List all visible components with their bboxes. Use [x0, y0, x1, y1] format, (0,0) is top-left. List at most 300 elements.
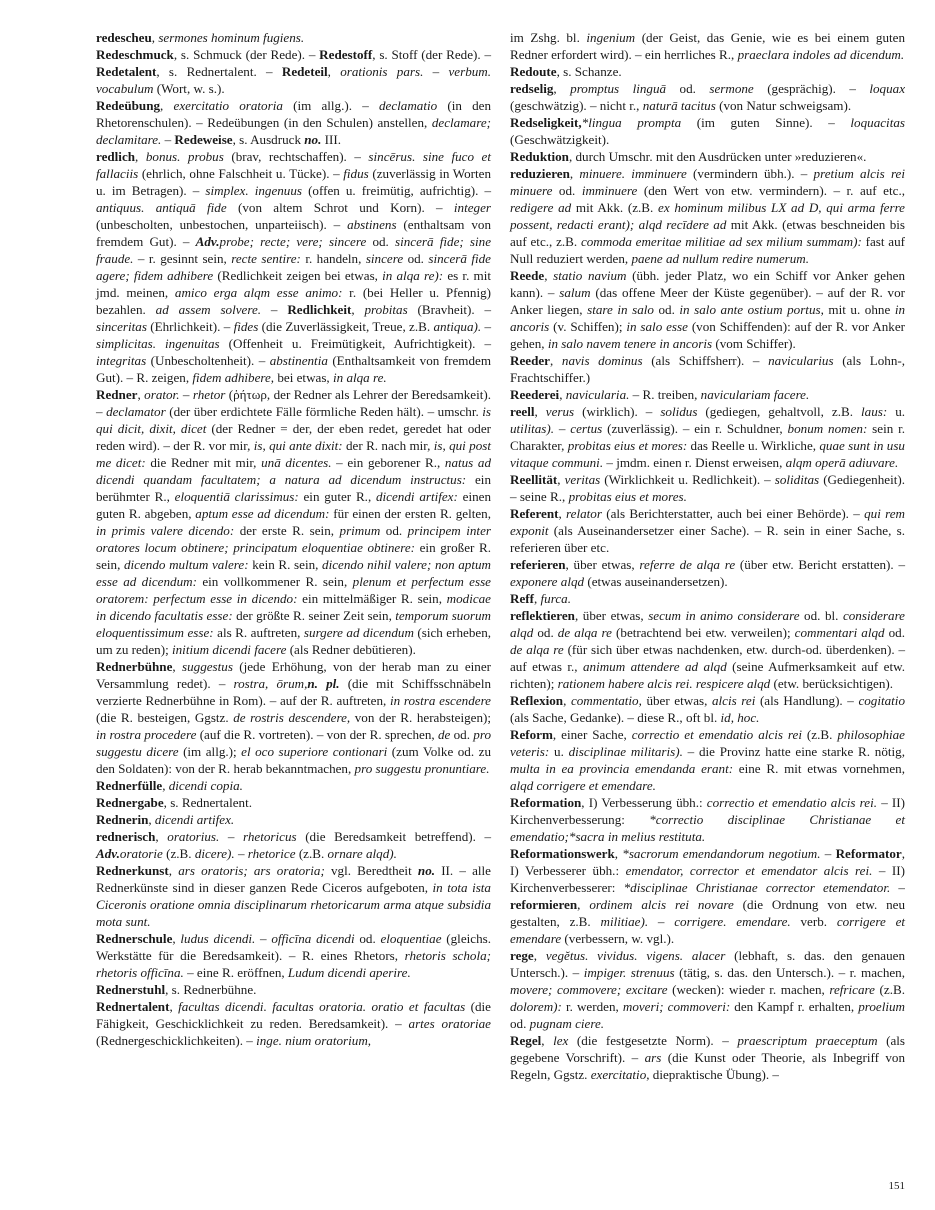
- entry-abbreviation: Adv.: [96, 846, 120, 861]
- entry-latin-text: alqm operā adiuvare.: [785, 455, 899, 470]
- entry-text: ein großer R. sein,: [96, 540, 491, 572]
- entry-latin-text: eloquentiae: [380, 931, 442, 946]
- entry-latin-text: sincerā fide; sine fraude.: [96, 234, 492, 266]
- entry-latin-text: multa in ea provincia emendanda erant:: [510, 761, 734, 776]
- entry-headword: redselig: [510, 81, 554, 96]
- entry-text: (wirklich). –: [574, 404, 661, 419]
- entry-text: (als Redner debütieren).: [286, 642, 416, 657]
- entry-text: III.: [321, 132, 342, 147]
- entry-latin-text: declamatio: [378, 98, 438, 113]
- entry-headword: Rednergabe: [96, 795, 164, 810]
- entry-text: , I) Verbesserer übh.:: [510, 846, 906, 878]
- entry-latin-text: recte sentire:: [231, 251, 301, 266]
- entry-text: r. (bei Heller u. Pfennig) bezahlen.: [96, 285, 491, 317]
- dictionary-entry: [510, 165, 905, 267]
- dictionary-entry: [96, 862, 491, 930]
- entry-latin-text: abstinentia: [269, 353, 328, 368]
- entry-latin-text: commentari alqd: [794, 625, 885, 640]
- entry-latin-text: *lingua prompta: [581, 115, 682, 130]
- entry-latin-text: impiger. strenuus: [583, 965, 675, 980]
- entry-latin-text: ex hominum milibus LX ad D, qui arma ferre possent, redacti erant); alqd recīdere ad: [510, 200, 905, 232]
- entry-text: bei etwas,: [274, 370, 333, 385]
- entry-latin-text: salum: [559, 285, 591, 300]
- entry-latin-text: rationem habere alcis rei. respicere alqd: [557, 676, 771, 691]
- entry-text: ,: [168, 863, 179, 878]
- entry-latin-text: laus:: [861, 404, 888, 419]
- entry-latin-text: abstinens: [347, 217, 397, 232]
- entry-text: ,: [544, 268, 554, 283]
- entry-latin-text: de rostris descendere,: [233, 710, 351, 725]
- entry-text: mit Akk. (z.B.: [571, 200, 659, 215]
- entry-text: diepraktische Übung). –: [649, 1067, 779, 1082]
- entry-text: ,: [148, 812, 155, 827]
- entry-latin-text: praeclara indoles ad dicendum.: [737, 47, 905, 62]
- entry-text: vgl. Beredtheit: [324, 863, 418, 878]
- entry-text: (ῥήτωρ, der Redner als Lehrer der Beredsamkeit). –: [96, 387, 492, 419]
- dictionary-entry: [510, 794, 905, 845]
- entry-text: (den Wert von etw. vermindern). – r. auf etc.,: [637, 183, 905, 198]
- entry-latin-text: secum in animo considerare: [648, 608, 800, 623]
- entry-latin-text: loquacitas: [850, 115, 905, 130]
- entry-text: (die R. besteigen, Ggstz.: [96, 710, 234, 725]
- entry-latin-text: pro suggestu pronuntiare.: [354, 761, 490, 776]
- entry-latin-text: artes oratoriae: [408, 1016, 491, 1031]
- entry-latin-text: ornare alqd).: [327, 846, 397, 861]
- entry-text: ,: [558, 506, 567, 521]
- entry-text: , s. Stoff (der Rede). –: [372, 47, 492, 62]
- entry-latin-text: moveri; commoveri:: [622, 999, 731, 1014]
- entry-text: (von altem Schrot und Korn). –: [226, 200, 454, 215]
- dictionary-entry: [96, 794, 491, 811]
- entry-text: od.: [403, 251, 429, 266]
- entry-latin-text: praescriptum praeceptum: [737, 1033, 878, 1048]
- entry-text: –: [161, 132, 175, 147]
- dictionary-entry: [96, 29, 491, 46]
- entry-text: , über etwas,: [565, 557, 640, 572]
- entry-abbreviation: Adv.: [195, 234, 220, 249]
- entry-text: (für sich über etwas nachdenken, etw. durch-od. überdenken). – auf etwas r.,: [510, 642, 905, 674]
- entry-text: ,: [614, 846, 623, 861]
- entry-text: ,: [327, 64, 341, 79]
- entry-latin-text: simplex. ingenuus: [205, 183, 302, 198]
- entry-text: im Zshg. bl.: [510, 30, 587, 45]
- entry-text: als R. auftreten,: [213, 625, 304, 640]
- entry-latin-text: utilitas).: [510, 421, 555, 436]
- entry-text: ein berühmter R.,: [96, 472, 491, 504]
- entry-latin-text: plenum et perfectum esse oratorem: perfectum esse in dicendo:: [96, 574, 491, 606]
- entry-headword: Rednerkunst: [96, 863, 169, 878]
- entry-text: –: [255, 931, 272, 946]
- entry-text: , s. Rednertalent.: [163, 795, 253, 810]
- entry-latin-text: commoda emeritae militiae ad sex milium summam):: [580, 234, 862, 249]
- entry-latin-text: vegĕtus. vividus. vigens. alacer: [545, 948, 726, 963]
- entry-latin-text: oratorie: [119, 846, 163, 861]
- entry-text: (von Schiffenden): auf der R. vor Anker gehen,: [510, 319, 905, 351]
- entry-text: (enthaltsam von fremdem Gut). –: [96, 217, 491, 249]
- entry-text: der größte R. seiner Zeit sein,: [232, 608, 396, 623]
- entry-text: (Wort, w. s.).: [153, 81, 225, 96]
- entry-latin-text: in primis valere dicendo:: [96, 523, 235, 538]
- entry-text: (Wirklichkeit u. Redlichkeit). –: [600, 472, 775, 487]
- entry-headword: Reellität: [510, 472, 558, 487]
- entry-latin-text: probitas: [364, 302, 408, 317]
- entry-text: (lebhaft, s. das. den genauen Untersch.). –: [510, 948, 905, 980]
- entry-text: (sich erheben, um zu reden);: [96, 625, 492, 657]
- entry-text: (die Beredsamkeit betreffend). –: [296, 829, 492, 844]
- entry-text: – die Provinz hatte eine starke R. nötig,: [682, 744, 905, 759]
- entry-text: (in den Rhetorenschulen). – Redeübungen (in den Schulen) anstellen,: [96, 98, 492, 130]
- entry-text: u.: [549, 744, 569, 759]
- entry-latin-text: dicere).: [194, 846, 235, 861]
- entry-text: von der R. herabsteigen);: [350, 710, 492, 725]
- entry-latin-text: sermone: [709, 81, 754, 96]
- dictionary-entry: [96, 981, 491, 998]
- entry-text: (als Berichterstatter, auch bei einer Behörde). –: [601, 506, 865, 521]
- entry-text: (etw. berücksichtigen).: [770, 676, 894, 691]
- entry-headword: Redeübung: [96, 98, 161, 113]
- entry-text: (im allg.). –: [282, 98, 379, 113]
- entry-text: (Redlichkeit zeigen bei etwas,: [213, 268, 383, 283]
- entry-latin-text: navicularia.: [565, 387, 630, 402]
- entry-text: (übh. jeder Platz, wo ein Schiff vor Anker gehen kann). –: [510, 268, 906, 300]
- entry-latin-text: sincerā fide agere; fidem adhibere: [96, 251, 491, 283]
- entry-latin-text: dicendi copia.: [168, 778, 243, 793]
- entry-latin-text: exponere alqd: [510, 574, 585, 589]
- dictionary-entry: [96, 97, 491, 148]
- dictionary-entry: [96, 998, 491, 1049]
- entry-text: (Unbescholtenheit). –: [146, 353, 270, 368]
- entry-text: (zuverlässig in Worten u. im Betragen). –: [96, 166, 492, 198]
- entry-text: ,: [172, 931, 181, 946]
- entry-latin-text: principem inter oratores locum obtinere; principatum eloquentiae obtinere:: [96, 523, 491, 555]
- entry-latin-text: imminuere: [581, 183, 638, 198]
- entry-headword: Referent: [510, 506, 559, 521]
- dictionary-column-right: [510, 29, 905, 1083]
- entry-latin-text: corrigere. emendare.: [674, 914, 791, 929]
- entry-text: den Kampf r. erhalten,: [730, 999, 859, 1014]
- entry-headword: Rednertalent: [96, 999, 170, 1014]
- entry-headword: redescheu: [96, 30, 152, 45]
- entry-bold-term: Redlichkeit: [287, 302, 352, 317]
- entry-latin-text: fides: [233, 319, 259, 334]
- dictionary-entry: [510, 845, 905, 947]
- entry-text: (gediegen, gehaltvoll, z.B.: [697, 404, 862, 419]
- entry-bold-term: Redetalent: [96, 64, 157, 79]
- entry-text: od.: [354, 931, 381, 946]
- entry-abbreviation: no.: [417, 863, 436, 878]
- entry-text: –: [820, 846, 836, 861]
- entry-text: ,: [559, 387, 566, 402]
- entry-headword: Redoute: [510, 64, 557, 79]
- entry-latin-text: ars: [644, 1050, 662, 1065]
- entry-latin-text: refricare: [829, 982, 875, 997]
- dictionary-entry: [96, 46, 491, 97]
- entry-text: (Rednergeschicklichkeiten). –: [96, 1033, 257, 1048]
- entry-latin-text: in salo navem tenere in ancoris: [547, 336, 713, 351]
- entry-bold-term: Redeteil: [281, 64, 328, 79]
- entry-latin-text: correctio et emendatio alcis rei: [631, 727, 802, 742]
- entry-text: ,: [534, 404, 546, 419]
- entry-headword: Redeschmuck: [96, 47, 174, 62]
- entry-text: (seine Aufmerksamkeit auf etw. richten);: [510, 659, 905, 691]
- entry-text: – II) Kirchenverbesserer:: [510, 863, 905, 895]
- entry-latin-text: verus: [545, 404, 575, 419]
- entry-latin-text: is qui dicit, dixit, dicet: [96, 404, 491, 436]
- entry-latin-text: proelium: [858, 999, 906, 1014]
- entry-latin-text: bonum nomen:: [787, 421, 868, 436]
- entry-text: u.: [887, 404, 906, 419]
- entry-text: ein vollkommener R. sein,: [196, 574, 353, 589]
- entry-text: (Gediegenheit). – seine R.,: [510, 472, 905, 504]
- entry-text: – R. treiben,: [629, 387, 701, 402]
- entry-latin-text: natus ad dicendi quandam facultatem; a natura ad dicendum instructus:: [96, 455, 491, 487]
- entry-headword: reduzieren: [510, 166, 570, 181]
- entry-headword: Reformation: [510, 795, 582, 810]
- entry-latin-text: naturā tacitus: [642, 98, 716, 113]
- dictionary-entry: [510, 352, 905, 386]
- dictionary-entry: [510, 1032, 905, 1083]
- entry-latin-text: integritas: [96, 353, 147, 368]
- entry-latin-text: militiae).: [600, 914, 649, 929]
- entry-latin-text: paene ad nullum redire numerum.: [631, 251, 810, 266]
- entry-latin-text: rhetoricus: [243, 829, 297, 844]
- entry-latin-text: surgere ad dicendum: [303, 625, 414, 640]
- entry-latin-text: solidus: [660, 404, 698, 419]
- entry-latin-text: philosophiae veteris:: [510, 727, 905, 759]
- entry-text: od.: [510, 1016, 530, 1031]
- entry-headword: Reform: [510, 727, 553, 742]
- entry-latin-text: naviculariam facere.: [700, 387, 810, 402]
- entry-latin-text: officīna dicendi: [271, 931, 355, 946]
- entry-latin-text: loquax: [869, 81, 906, 96]
- entry-text: r. handeln,: [300, 251, 366, 266]
- entry-text: es r. mit jmd. meinen,: [96, 268, 491, 300]
- entry-text: – jmdm. einen r. Dienst erweisen,: [603, 455, 786, 470]
- entry-latin-text: antiqua). – simplicitas. ingenuitas: [96, 319, 491, 351]
- entry-text: (etwas auseinandersetzen).: [584, 574, 728, 589]
- entry-text: – ein geborener R.,: [331, 455, 445, 470]
- entry-text: ,: [160, 98, 174, 113]
- entry-latin-text: fidus: [343, 166, 369, 181]
- entry-text: (über etw. Bericht erstatten). –: [735, 557, 905, 572]
- entry-latin-text: minuere. imminuere: [579, 166, 687, 181]
- entry-text: od.: [666, 81, 710, 96]
- entry-latin-text: *sacrorum emendandorum negotium.: [622, 846, 821, 861]
- entry-text: ein guter R.,: [298, 489, 376, 504]
- entry-text: od.: [653, 302, 680, 317]
- entry-text: (der Geist, das Genie, wie es bei einem guten Redner erfordert wird). – ein herrliches R.,: [510, 30, 905, 62]
- entry-text: (von Natur schweigsam).: [715, 98, 852, 113]
- entry-text: mit u. ohne: [823, 302, 895, 317]
- dictionary-entry: [510, 590, 905, 607]
- entry-latin-text: de alqa re: [510, 642, 564, 657]
- entry-text: –: [554, 421, 571, 436]
- entry-text: kein R. sein,: [248, 557, 323, 572]
- entry-latin-text: dolorem):: [510, 999, 562, 1014]
- entry-latin-text: *correctio disciplinae Christianae et emendatio;*sacra in melius restituta.: [510, 812, 905, 844]
- entry-headword: Rednerbühne: [96, 659, 173, 674]
- entry-headword: Regel: [510, 1033, 542, 1048]
- entry-text: (unbescholten, unbestochen, unparteiisch). –: [96, 217, 348, 232]
- entry-latin-text: aptum esse ad dicendum:: [195, 506, 330, 521]
- entry-latin-text: antiquus. antiquā fide: [96, 200, 227, 215]
- entry-text: (der Redner = der, der eben redet, geredet hat oder reden wird). – der R. vor mir,: [96, 421, 491, 453]
- entry-latin-text: commentatio,: [570, 693, 642, 708]
- entry-latin-text: referre de alqa re: [639, 557, 736, 572]
- entry-latin-text: unā dicentes.: [261, 455, 332, 470]
- entry-text: (Geschwätzigkeit).: [510, 132, 610, 147]
- entry-latin-text: dicendo nihil valere; non aptum esse ad dicendum:: [96, 557, 491, 589]
- entry-text: über etwas,: [641, 693, 712, 708]
- entry-text: , s. Schanze.: [556, 64, 622, 79]
- entry-latin-text: fidem adhibere,: [192, 370, 275, 385]
- dictionary-entry: [510, 947, 905, 1032]
- entry-text: (z.B.: [874, 982, 906, 997]
- entry-text: , s. Rednerbühne.: [165, 982, 257, 997]
- entry-latin-text: primum: [339, 523, 381, 538]
- dictionary-entry: [96, 148, 491, 386]
- entry-headword: Reduktion: [510, 149, 569, 164]
- entry-text: (als Auseinandersetzer einer Sache). – R. sein in einer Sache, s. referieren über etc.: [510, 523, 905, 555]
- entry-latin-text: considerare alqd: [510, 608, 905, 640]
- dictionary-entry: [510, 403, 905, 471]
- entry-abbreviation: n. pl.: [307, 676, 340, 691]
- entry-text: ,: [534, 591, 541, 606]
- entry-latin-text: redigere ad: [510, 200, 572, 215]
- entry-text: , durch Umschr. mit den Ausdrücken unter »reduzieren«.: [568, 149, 867, 164]
- entry-headword: Reederei: [510, 387, 560, 402]
- entry-text: für einen der ersten R. gelten,: [329, 506, 491, 521]
- entry-text: –: [219, 829, 244, 844]
- dictionary-column-left: [96, 29, 491, 1049]
- entry-latin-text: rhetor: [192, 387, 226, 402]
- entry-text: der R. nach mir,: [342, 438, 434, 453]
- entry-bold-term: Redestoff: [319, 47, 373, 62]
- entry-text: (die mit Schiffsschnäbeln verzierte Rednerbühne in Rom). – auf der R. auftreten,: [96, 676, 491, 708]
- entry-text: (als Lohn-, Frachtschiffer.): [510, 353, 905, 385]
- dictionary-entry: [510, 80, 905, 114]
- entry-text: (die Zuverlässigkeit, Treue, z.B.: [258, 319, 434, 334]
- entry-text: ,: [135, 149, 146, 164]
- entry-headword: Reflexion: [510, 693, 564, 708]
- entry-latin-text: stare in salo: [587, 302, 654, 317]
- entry-bold-term: reformieren: [510, 897, 578, 912]
- entry-latin-text: soliditas: [774, 472, 820, 487]
- entry-headword: Redseligkeit,: [510, 115, 582, 130]
- entry-latin-text: ingenium: [586, 30, 636, 45]
- entry-latin-text: pugnam ciere.: [529, 1016, 605, 1031]
- entry-latin-text: probitas eius et mores.: [568, 489, 687, 504]
- entry-text: (als Schiffsherr). –: [642, 353, 769, 368]
- entry-text: (wecken): wieder r. machen,: [667, 982, 830, 997]
- entry-text: (vermindern übh.). –: [686, 166, 814, 181]
- entry-latin-text: in rostra escendere: [390, 693, 491, 708]
- dictionary-entry: [510, 726, 905, 794]
- entry-latin-text: ad assem solvere.: [155, 302, 262, 317]
- entry-latin-text: de alqa re: [557, 625, 612, 640]
- entry-text: einen guten R. abgeben,: [96, 489, 491, 521]
- entry-text: das Reelle u. Wirkliche,: [687, 438, 820, 453]
- entry-latin-text: cogitatio: [858, 693, 905, 708]
- entry-latin-text: relator: [566, 506, 602, 521]
- entry-headword: Reformationswerk: [510, 846, 615, 861]
- dictionary-entry: [96, 930, 491, 981]
- dictionary-entry: [510, 63, 905, 80]
- entry-bold-term: Reformator: [835, 846, 902, 861]
- entry-headword: rednerisch: [96, 829, 156, 844]
- entry-text: –: [179, 387, 193, 402]
- entry-latin-text: sermones hominum fugiens.: [158, 30, 305, 45]
- entry-latin-text: exercitatio,: [590, 1067, 650, 1082]
- entry-text: (vom Schiffer).: [712, 336, 796, 351]
- entry-latin-text: *disciplinae Christianae corrector etemendator.: [623, 880, 891, 895]
- entry-text: (gleichs. Werkstätte für die Beredsamkeit). – R. eines Rhetors,: [96, 931, 491, 963]
- entry-text: (offen u. freimütig, aufrichtig). –: [302, 183, 491, 198]
- entry-latin-text: correctio et emendatio alcis rei.: [706, 795, 878, 810]
- entry-latin-text: veritas: [564, 472, 601, 487]
- entry-headword: reell: [510, 404, 535, 419]
- entry-text: ,: [569, 166, 580, 181]
- entry-text: ,: [577, 897, 590, 912]
- entry-text: (zum Volke od. zu den Soldaten): von der R. herab bekanntmachen,: [96, 744, 491, 776]
- entry-text: –: [261, 302, 288, 317]
- entry-headword: rege: [510, 948, 534, 963]
- entry-text: (jede Erhöhung, von der herab man zu einer Versammlung redet). –: [96, 659, 492, 691]
- dictionary-entry: [510, 29, 905, 63]
- entry-bold-term: Redeweise: [174, 132, 233, 147]
- entry-text: od.: [380, 523, 408, 538]
- entry-text: od.: [552, 183, 582, 198]
- entry-latin-text: corrigere et emendare: [510, 914, 906, 946]
- entry-text: , s. Ausdruck: [232, 132, 305, 147]
- entry-latin-text: pretium alcis rei minuere: [510, 166, 906, 198]
- entry-text: ,: [172, 659, 182, 674]
- entry-text: od.: [366, 234, 396, 249]
- entry-latin-text: movere; commovere; excitare: [510, 982, 668, 997]
- entry-headword: Rednerstuhl: [96, 982, 166, 997]
- entry-text: –: [890, 880, 905, 895]
- entry-text: (im guten Sinne). –: [681, 115, 851, 130]
- entry-latin-text: inge. nium oratorium,: [256, 1033, 372, 1048]
- entry-latin-text: de: [437, 727, 451, 742]
- entry-text: ,: [533, 948, 546, 963]
- entry-latin-text: ordinem alcis rei novare: [589, 897, 734, 912]
- entry-latin-text: in alqa re):: [382, 268, 444, 283]
- entry-text: (geschwätzig). – nicht r.,: [510, 98, 643, 113]
- entry-text: ,: [351, 302, 365, 317]
- dictionary-entry: [510, 607, 905, 692]
- entry-text: (als Handlung). –: [755, 693, 859, 708]
- dictionary-entry: [96, 777, 491, 794]
- entry-latin-text: sincere: [365, 251, 404, 266]
- entry-latin-text: Ludum dicendi aperire.: [287, 965, 411, 980]
- entry-latin-text: amico erga alqm esse animo:: [174, 285, 343, 300]
- entry-text: , s. Schmuck (der Rede). –: [173, 47, 320, 62]
- entry-latin-text: id, hoc.: [720, 710, 760, 725]
- entry-text: , über etwas,: [574, 608, 649, 623]
- entry-latin-text: ars oratoris; ars oratoria;: [178, 863, 325, 878]
- entry-latin-text: navicularius: [768, 353, 834, 368]
- entry-text: (zuverlässig). – ein r. Schuldner,: [602, 421, 788, 436]
- entry-headword: Reede: [510, 268, 545, 283]
- entry-text: (ehrlich, ohne Falschheit u. Tücke). –: [138, 166, 344, 181]
- entry-text: od.: [884, 625, 905, 640]
- entry-latin-text: declamator: [106, 404, 166, 419]
- entry-latin-text: ludus dicendi.: [180, 931, 256, 946]
- entry-text: sein r. Charakter,: [510, 421, 906, 453]
- entry-text: (als Sache, Gedanke). – diese R., oft bl.: [510, 710, 721, 725]
- entry-latin-text: promptus linguā: [570, 81, 667, 96]
